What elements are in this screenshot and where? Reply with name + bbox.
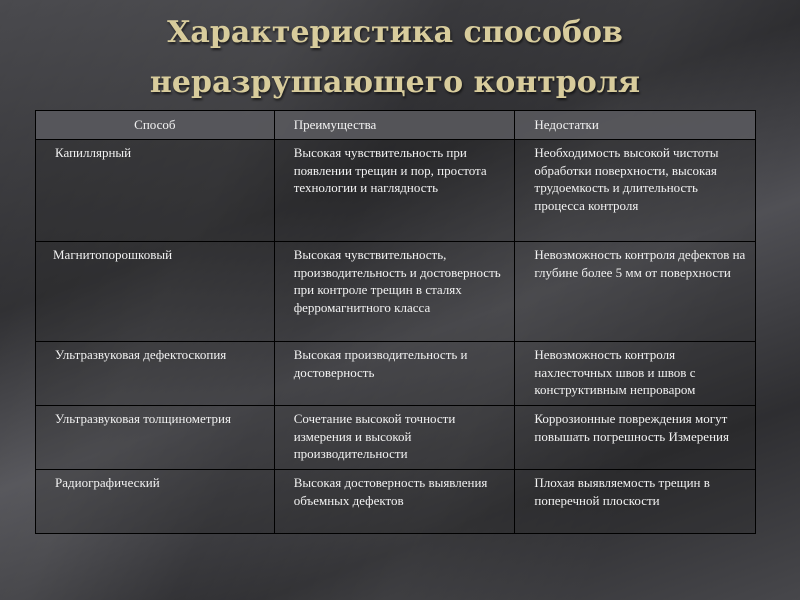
- header-advantages: Преимущества: [274, 111, 515, 140]
- cell-method: Радиографический: [36, 470, 275, 534]
- cell-advantages: Высокая чувствительность при появлении трещин и пор, простота технологии и наглядность: [274, 140, 515, 242]
- table-row: [36, 242, 756, 342]
- cell-method: Магнитопорошковый: [36, 242, 275, 342]
- table-row: [36, 406, 756, 470]
- cell-disadvantages: Плохая выявляемость трещин в поперечной плоскости: [515, 470, 756, 534]
- slide-title-line-1: Характеристика способов: [167, 15, 623, 50]
- header-method: Способ: [36, 111, 275, 140]
- cell-disadvantages: Невозможность контроля нахлесточных швов и швов с конструктивным непроваром: [515, 342, 756, 406]
- slide-title: [0, 8, 790, 108]
- table-row: [36, 470, 756, 534]
- cell-advantages: Высокая производительность и достоверность: [274, 342, 515, 406]
- cell-disadvantages: Коррозионные повреждения могут повышать погрешность Измерения: [515, 406, 756, 470]
- table-row: [36, 342, 756, 406]
- cell-method: Ультразвуковая толщинометрия: [36, 406, 275, 470]
- cell-advantages: Сочетание высокой точности измерения и высокой производительности: [274, 406, 515, 470]
- cell-advantages: Высокая чувствительность, производительность и достоверность при контроле трещин в сталях ферромагнитного класса: [274, 242, 515, 342]
- table-header-row: [36, 111, 756, 140]
- slide-title-line-2: неразрушающего контроля: [149, 65, 641, 100]
- header-disadvantages: Недостатки: [515, 111, 756, 140]
- cell-disadvantages: Невозможность контроля дефектов на глубине более 5 мм от поверхности: [515, 242, 756, 342]
- table-row: [36, 140, 756, 242]
- comparison-table: [35, 110, 756, 534]
- cell-disadvantages: Необходимость высокой чистоты обработки поверхности, высокая трудоемкость и длительность процесса контроля: [515, 140, 756, 242]
- cell-advantages: Высокая достоверность выявления объемных дефектов: [274, 470, 515, 534]
- cell-method: Ультразвуковая дефектоскопия: [36, 342, 275, 406]
- cell-method: Капиллярный: [36, 140, 275, 242]
